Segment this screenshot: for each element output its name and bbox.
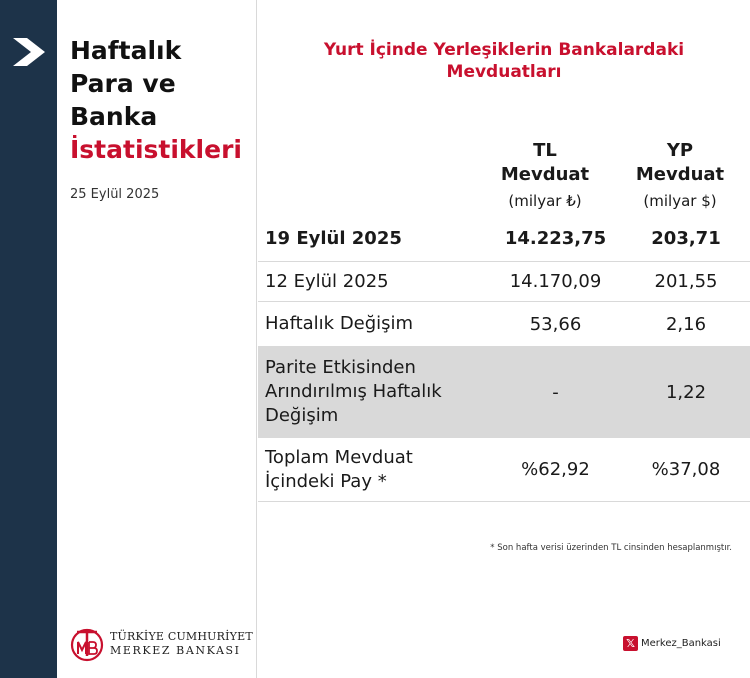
title-line: Banka <box>70 102 158 131</box>
heading-line: Mevduatları <box>446 62 562 82</box>
row-label-line: İçindeki Pay * <box>265 470 387 492</box>
footnote: * Son hafta verisi üzerinden TL cinsinden hesaplanmıştır. <box>490 543 732 553</box>
chevron-right-icon <box>13 38 45 66</box>
social-handle-text: Merkez_Bankasi <box>641 638 721 649</box>
publication-date: 25 Eylül 2025 <box>70 187 160 202</box>
tl-value: - <box>552 381 559 403</box>
row-label: 12 Eylül 2025 <box>265 270 389 292</box>
row-label <box>258 356 489 428</box>
title-line: Haftalık <box>70 36 182 65</box>
table-row <box>258 346 750 438</box>
row-label-line: Parite Etkisinden <box>265 357 416 378</box>
tl-value: 53,66 <box>529 313 582 335</box>
column-unit: (milyar ₺) <box>508 192 582 210</box>
column-title: YP <box>666 140 694 161</box>
sidebar-panel <box>57 0 257 678</box>
column-header-yp <box>625 139 735 213</box>
social-handle[interactable] <box>623 636 721 651</box>
cbrt-emblem-icon <box>69 626 105 662</box>
column-title: TL <box>533 140 557 161</box>
yp-value: %37,08 <box>651 459 721 480</box>
title-line: Para ve <box>70 69 176 98</box>
yp-value: 203,71 <box>651 228 721 249</box>
table-heading <box>258 39 750 83</box>
column-title: Mevduat <box>635 164 725 185</box>
row-label: Haftalık Değişim <box>265 313 414 334</box>
table-row <box>258 262 750 302</box>
table-row <box>258 438 750 502</box>
tl-value: 14.223,75 <box>504 228 607 249</box>
column-header-tl <box>490 139 600 213</box>
column-unit: (milyar $) <box>643 192 717 210</box>
tl-value: %62,92 <box>521 459 590 480</box>
row-label-line: Arındırılmış Haftalık <box>265 381 442 402</box>
title-line-highlight: İstatistikleri <box>70 135 242 164</box>
yp-value: 1,22 <box>665 381 707 403</box>
column-title: Mevduat <box>500 164 590 185</box>
heading-line: Yurt İçinde Yerleşiklerin Bankalardaki <box>323 40 685 60</box>
cbrt-logo <box>69 626 253 662</box>
yp-value: 201,55 <box>654 271 718 292</box>
page-title <box>70 34 242 166</box>
row-label-line: Değişim <box>265 405 339 426</box>
table-row <box>258 302 750 346</box>
yp-value: 2,16 <box>665 313 707 335</box>
row-label: 19 Eylül 2025 <box>265 227 402 249</box>
x-icon: 𝕏 <box>623 636 638 651</box>
table-row <box>258 216 750 262</box>
tl-value: 14.170,09 <box>509 271 602 292</box>
logo-text-line1: TÜRKİYE CUMHURİYET <box>110 630 253 643</box>
logo-text-line2: MERKEZ BANKASI <box>110 644 241 657</box>
row-label-line: Toplam Mevduat <box>265 446 413 468</box>
row-label <box>258 446 489 494</box>
left-stripe <box>0 0 57 678</box>
